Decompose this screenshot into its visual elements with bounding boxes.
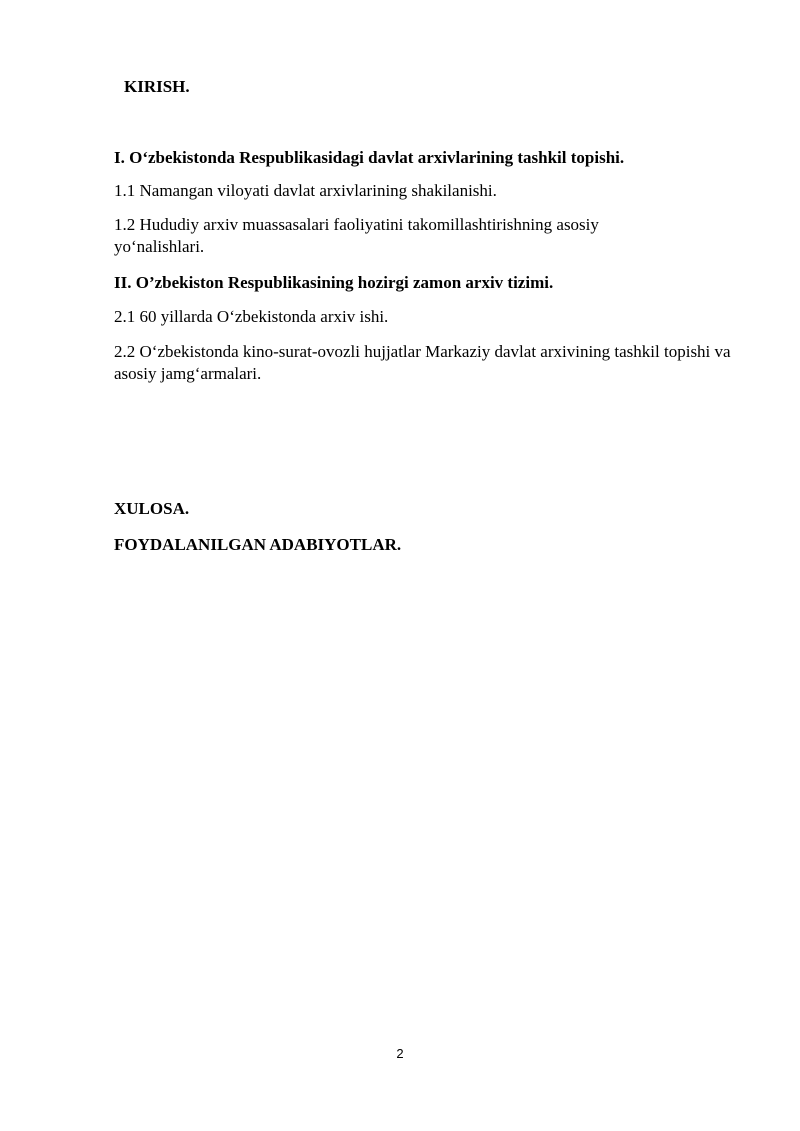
section-1-2-item: 1.2 Hududiy arxiv muassasalari faoliyatini takomillashtirishning asosiy yo‘nalishlari. bbox=[114, 215, 599, 256]
section-2-1-item: 2.1 60 yillarda O‘zbekistonda arxiv ishi. bbox=[114, 307, 389, 326]
section-2-heading: II. O’zbekiston Respublikasining hozirgi zamon arxiv tizimi. bbox=[114, 273, 554, 292]
references-heading: FOYDALANILGAN ADABIYOTLAR. bbox=[114, 535, 402, 554]
section-1-1-item: 1.1 Namangan viloyati davlat arxivlarining shakilanishi. bbox=[114, 181, 497, 200]
intro-heading: KIRISH. bbox=[124, 77, 190, 96]
page-number: 2 bbox=[396, 1046, 404, 1061]
conclusion-heading: XULOSA. bbox=[114, 499, 190, 518]
section-2-2-item: 2.2 O‘zbekistonda kino-surat-ovozli hujjatlar Markaziy davlat arxivining tashkil topishi va asosiy jamg‘armalari. bbox=[114, 342, 731, 383]
section-1-heading: I. O‘zbekistonda Respublikasidagi davlat arxivlarining tashkil topishi. bbox=[114, 148, 625, 167]
